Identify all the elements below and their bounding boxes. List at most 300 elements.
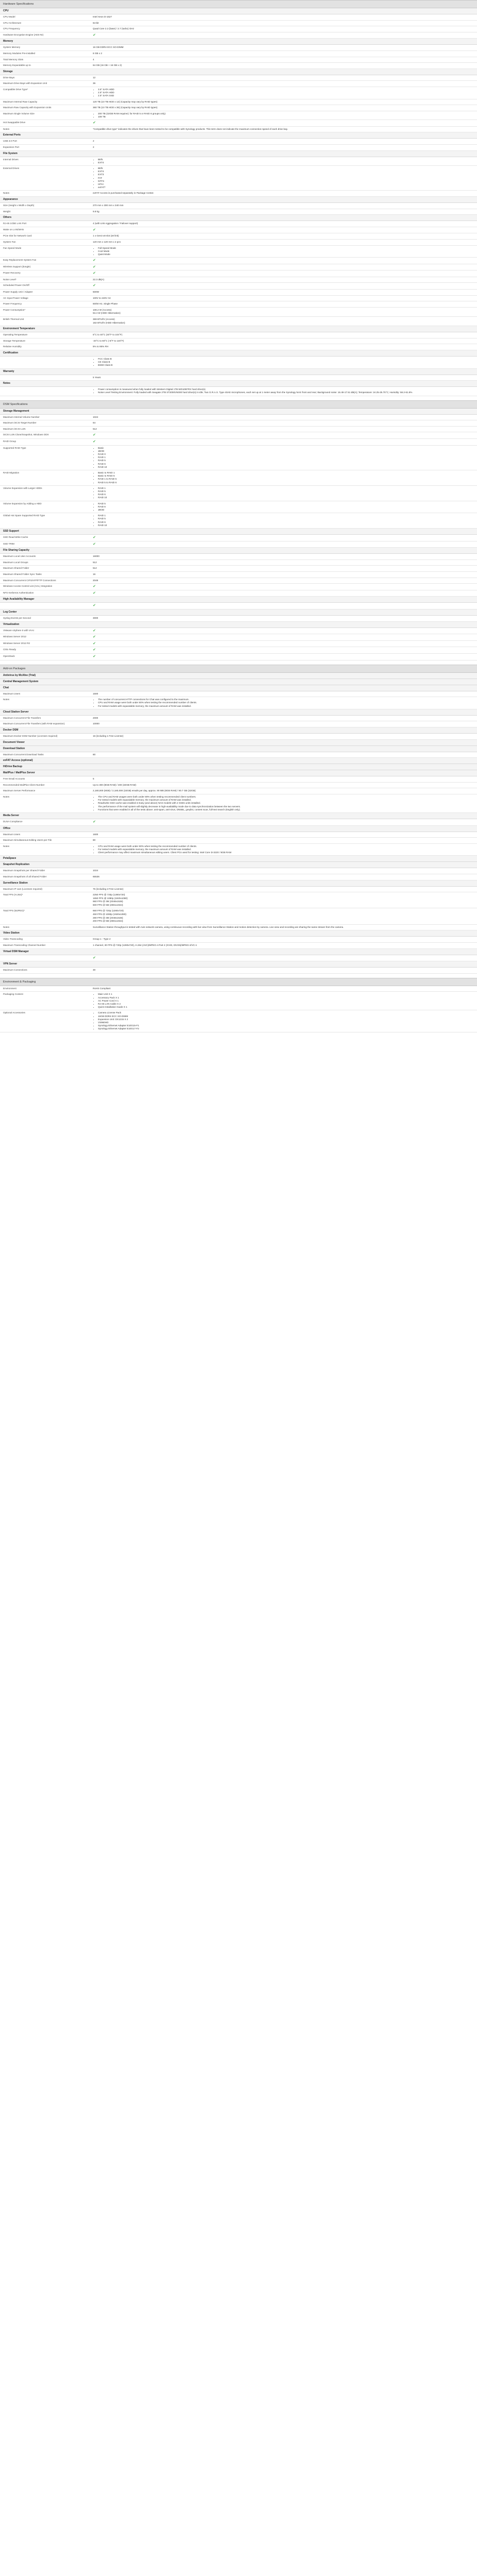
- spec-value: [90, 227, 477, 233]
- spec-row: [0, 20, 477, 26]
- spec-table-file-sharing-capacity: [0, 554, 477, 597]
- spec-value: [90, 992, 477, 1010]
- spec-value: [90, 843, 477, 856]
- section-spacer: [0, 974, 477, 978]
- spec-label: Easy Replacement System Fan: [0, 258, 90, 264]
- checkmark-icon: ✔: [93, 585, 96, 589]
- spec-row: [0, 937, 477, 942]
- spec-row: [0, 144, 477, 150]
- spec-row: [0, 892, 477, 908]
- spec-row: [0, 75, 477, 81]
- list-item: • Basic to RAID 5: [98, 474, 474, 478]
- spec-row: [0, 432, 477, 439]
- spec-row: [0, 616, 477, 621]
- checkmark-icon: ✔: [93, 820, 96, 824]
- spec-value: 16000: [90, 554, 477, 560]
- spec-label: SSD Read-Write Cache: [0, 535, 90, 541]
- group-title-warranty: Warranty: [0, 369, 477, 375]
- value-line: 53.4 W (HDD Hibernation): [93, 312, 121, 315]
- spec-row: [0, 157, 477, 166]
- spec-row: [0, 233, 477, 240]
- spec-row: [0, 283, 477, 290]
- group-title-cpu: CPU: [0, 8, 477, 14]
- list-item: • VS960HD: [98, 1021, 474, 1024]
- spec-value: [90, 634, 477, 641]
- spec-row: [0, 277, 477, 283]
- spec-row: [0, 782, 477, 788]
- list-item: • RAID 10: [98, 466, 474, 469]
- group-title-notes: Notes: [0, 381, 477, 387]
- value-line: 660 FPS @ 720p (1280x720): [93, 909, 124, 912]
- checkmark-icon: ✔: [93, 259, 96, 263]
- spec-value: [90, 955, 477, 961]
- spec-row: [0, 81, 477, 87]
- spec-label: VMware vSphere 6 with VAAI: [0, 628, 90, 634]
- spec-value: 22.3 dB(A): [90, 277, 477, 283]
- spec-row: [0, 165, 477, 190]
- spec-value: 75 (including 2 Free License): [90, 887, 477, 892]
- list-item: • 200 TB (32GB RAM required, for RAID 5 or RAID 6 groups only): [98, 112, 474, 115]
- list-item: • Full-Speed Mode: [98, 247, 474, 250]
- spec-row: [0, 99, 477, 105]
- list-item: • 3.5" SATA HDD: [98, 88, 474, 91]
- list-item: • Quiet Mode: [98, 253, 474, 256]
- spec-table-environment-temperature: [0, 332, 477, 350]
- checkmark-icon: ✔: [93, 121, 96, 125]
- value-line: 2250 FPS @ 720p (1280x720): [93, 893, 125, 896]
- list-item: • JBOD: [98, 450, 474, 453]
- spec-row: [0, 221, 477, 227]
- value-line: 960 FPS @ 3M (2048x1536): [93, 900, 123, 903]
- spec-value: [90, 245, 477, 258]
- value-list: [93, 487, 474, 500]
- spec-label: Hardware Encryption Engine (AES-NI): [0, 32, 90, 39]
- spec-value: Intel Xeon D-1527: [90, 14, 477, 20]
- spec-label: British Thermal Unit: [0, 317, 90, 326]
- list-item: • RAID 5: [98, 517, 474, 520]
- spec-value: [90, 258, 477, 264]
- spec-value: "Compatible drive type" indicates the drives that have been tested to be compatible with Synology products. This term does not indicate the maximum connection speed of each drive bay.: [90, 126, 477, 132]
- spec-value: [90, 590, 477, 597]
- spec-row: [0, 716, 477, 721]
- spec-row: [0, 295, 477, 301]
- spec-label: OpenStack: [0, 653, 90, 660]
- spec-label: System Memory: [0, 45, 90, 50]
- spec-row: [0, 26, 477, 32]
- spec-value: 30: [90, 968, 477, 973]
- group-title-certification: Certification: [0, 350, 477, 357]
- spec-table-log-center: [0, 616, 477, 622]
- section-spacer: [0, 396, 477, 400]
- spec-row: [0, 584, 477, 590]
- spec-value: [90, 485, 477, 501]
- section-header-environment-packaging: Environment & Packaging: [0, 978, 477, 986]
- spec-value: 120 mm x 120 mm x 2 pcs: [90, 239, 477, 245]
- group-title-high-availability-manager: High Availability Manager: [0, 597, 477, 603]
- spec-table-download-station: [0, 752, 477, 758]
- group-title-office: Office: [0, 826, 477, 832]
- spec-row: [0, 603, 477, 609]
- spec-table-snapshot-replication: [0, 868, 477, 880]
- spec-label: Maximum IP cam (Licenses required): [0, 887, 90, 892]
- spec-value: [90, 640, 477, 647]
- spec-value: [90, 283, 477, 290]
- group-title-ssd-support: SSD Support: [0, 529, 477, 535]
- spec-label: Maximum Server Performance: [0, 788, 90, 794]
- spec-value: 2000: [90, 716, 477, 721]
- spec-label: Windows Server 2012 R2: [0, 640, 90, 647]
- spec-label: iSCSI LUN Clone/Snapshot, Windows ODX: [0, 432, 90, 439]
- spec-value: 2048: [90, 578, 477, 584]
- list-item: • RAID 1: [98, 514, 474, 517]
- spec-label: Memory Modules Pre-installed: [0, 50, 90, 57]
- spec-value: 8 GB x 2: [90, 50, 477, 57]
- spec-label: DLNA Compliance: [0, 819, 90, 825]
- spec-value: exFAT Access is purchased separately in Package Center.: [90, 191, 477, 197]
- list-item: • Btrfs: [98, 158, 474, 161]
- spec-table-memory: [0, 45, 477, 69]
- spec-label: Storage Temperature: [0, 338, 90, 344]
- spec-row: [0, 788, 477, 794]
- spec-label: Total FPS (H.264)*: [0, 892, 90, 908]
- spec-label: CPU Architecture: [0, 20, 90, 26]
- spec-value: 5°C to 40°C (40°F to 104°F): [90, 332, 477, 338]
- spec-label: Maximum Internal Raw Capacity: [0, 99, 90, 105]
- spec-row: [0, 887, 477, 892]
- list-item: • EXT3: [98, 173, 474, 176]
- spec-row: [0, 721, 477, 727]
- spec-value: [90, 697, 477, 709]
- spec-page: [0, 0, 477, 1037]
- spec-row: [0, 301, 477, 308]
- group-title-download-station: Download Station: [0, 746, 477, 752]
- spec-value: 2,180,000 (8GB) / 2,180,000 (32GB) emails per day, approx. 90 MB (8GB RAM) / 90.7 GB (32GB): [90, 788, 477, 794]
- spec-row: [0, 270, 477, 277]
- spec-label: Optional Accessories: [0, 1010, 90, 1032]
- spec-row: [0, 640, 477, 647]
- list-item: • CE Class B: [98, 361, 474, 364]
- spec-label: Windows Server 2012: [0, 634, 90, 641]
- list-item: • RAID 5: [98, 490, 474, 493]
- spec-label: Supported RAID Type: [0, 445, 90, 470]
- value-line: 1650 FPS @ 1080p (1920x1080): [93, 896, 128, 900]
- spec-label: Maximum Single Volume Size: [0, 111, 90, 120]
- spec-label: RAID Migration: [0, 470, 90, 486]
- spec-table-virtualization: [0, 628, 477, 660]
- spec-label: AC Input Power Voltage: [0, 295, 90, 301]
- spec-value: 512: [90, 560, 477, 566]
- spec-table-docker-dsm: [0, 734, 477, 740]
- list-item: • RAID 1 to RAID 5: [98, 478, 474, 481]
- value-line: 182 BTU/hr (HDD Hibernation): [93, 321, 125, 324]
- value-list: [93, 358, 474, 367]
- list-item: • RAID 6: [98, 493, 474, 496]
- spec-value: 1 channel, 30 FPS @ 720p (1280x720), H.264 (AVC)/MPEG-4 Part 2 (XVID, DIVX5)/MPEG-2/VC-1: [90, 943, 477, 949]
- group-title-cloud-station-server: Cloud Station Server: [0, 709, 477, 716]
- spec-value: -20°C to 60°C (-5°F to 140°F): [90, 338, 477, 344]
- spec-row: [0, 126, 477, 132]
- list-item: • NTFS: [98, 180, 474, 183]
- list-item: • Expansion Unit: DX1215 X 2: [98, 1018, 474, 1021]
- list-item: • FCC Class B: [98, 358, 474, 361]
- spec-label: Power Supply Unit / Adapter: [0, 290, 90, 296]
- spec-value: [90, 270, 477, 277]
- spec-label: Size (Height x Width x Depth): [0, 203, 90, 209]
- spec-value: [90, 32, 477, 39]
- spec-label: Maximum Local Groups: [0, 560, 90, 566]
- spec-row: [0, 415, 477, 420]
- spec-row: [0, 50, 477, 57]
- list-item: • Functions that were enabled in all of the tests above: anti-spam, anti-virus, DNSBL, greylist, content scan, full-text search (English only).: [98, 808, 474, 811]
- list-item: • 2.5" SATA HDD: [98, 91, 474, 94]
- spec-value: [90, 264, 477, 270]
- spec-label: Scheduled Power On/Off: [0, 283, 90, 290]
- spec-label: PCIe Slot for Network Card: [0, 233, 90, 240]
- spec-row: [0, 560, 477, 566]
- list-item: • Main Unit X 1: [98, 993, 474, 996]
- spec-row: [0, 307, 477, 316]
- checkmark-icon: ✔: [93, 591, 96, 595]
- spec-row: [0, 541, 477, 548]
- spec-label: Maximum Internal Volume Number: [0, 415, 90, 420]
- spec-value: 120 TB (10 TB HDD x 12) (Capacity may vary by RAID types): [90, 99, 477, 105]
- spec-row: [0, 832, 477, 838]
- spec-value: [90, 541, 477, 548]
- group-title-antivirus-by-mcafee-trial: Antivirus by McAfee (Trial): [0, 673, 477, 679]
- spec-table-chat: [0, 691, 477, 709]
- spec-value: 5: [90, 776, 477, 782]
- spec-label: Power Frequency: [0, 301, 90, 308]
- spec-label: Maximum Transcoding Channel Number: [0, 943, 90, 949]
- spec-value: 16: [90, 572, 477, 578]
- spec-label: Maximum Shared Folder: [0, 566, 90, 572]
- list-item: • RAID 5: [98, 502, 474, 505]
- list-item: • exFAT*: [98, 186, 474, 189]
- spec-label: External Drives: [0, 165, 90, 190]
- spec-value: [90, 819, 477, 825]
- list-item: • AC Power Cord X 1: [98, 999, 474, 1003]
- list-item: • EXT4: [98, 170, 474, 173]
- group-title-media-server: Media Server: [0, 813, 477, 819]
- spec-label: Maximum Raw Capacity with Expansion Units: [0, 105, 90, 111]
- spec-label: Notes: [0, 924, 90, 930]
- spec-table-file-system: [0, 157, 477, 197]
- spec-value: 64: [90, 420, 477, 427]
- spec-label: Maximum Docker DSM Number (Licenses required): [0, 734, 90, 739]
- value-line: 369 BTU/hr (Access): [93, 318, 115, 321]
- list-item: • For tested models with expandable memory, the maximum amount of RAM was installed.: [98, 848, 474, 851]
- spec-row: [0, 209, 477, 215]
- spec-row: [0, 245, 477, 258]
- spec-label: Maximum Local User Accounts: [0, 554, 90, 560]
- list-item: • Accessory Pack X 1: [98, 996, 474, 999]
- group-title-virtualization: Virtualization: [0, 622, 477, 628]
- spec-row: [0, 375, 477, 381]
- spec-value: 2: [90, 144, 477, 150]
- spec-row: [0, 628, 477, 634]
- spec-label: Maximum Concurrent File Transfers (with RAM expansion): [0, 721, 90, 727]
- value-line: 450 FPS @ 1080p (1920x1080): [93, 913, 126, 916]
- spec-value: 5% to 95% RH: [90, 344, 477, 350]
- checkmark-icon: ✔: [93, 33, 96, 37]
- list-item: • 2.5" SATA SSD: [98, 94, 474, 97]
- spec-row: [0, 203, 477, 209]
- spec-label: Relative Humidity: [0, 344, 90, 350]
- spec-row: [0, 578, 477, 584]
- spec-row: [0, 139, 477, 144]
- group-title-central-management-system: Central Management System: [0, 679, 477, 685]
- list-item: • For tested models with expandable memory, the maximum amount of RAM was installed.: [98, 705, 474, 708]
- spec-label: Operating Temperature: [0, 332, 90, 338]
- spec-label: Recommended MailPlus Client Number: [0, 782, 90, 788]
- spec-row: [0, 776, 477, 782]
- spec-value: [90, 307, 477, 316]
- spec-value: [90, 357, 477, 368]
- spec-value: 36: [90, 81, 477, 87]
- spec-value: 512: [90, 426, 477, 432]
- group-title-log-center: Log Center: [0, 609, 477, 616]
- spec-row: [0, 338, 477, 344]
- spec-value: 3000: [90, 616, 477, 621]
- spec-table-appearance: [0, 203, 477, 215]
- spec-value: 80: [90, 838, 477, 844]
- spec-row: [0, 874, 477, 880]
- spec-row: [0, 697, 477, 709]
- list-item: • Basic: [98, 447, 474, 450]
- spec-table-cpu: [0, 14, 477, 39]
- group-title-video-station: Video Station: [0, 930, 477, 937]
- spec-value: [90, 445, 477, 470]
- checkmark-icon: ✔: [93, 284, 96, 288]
- spec-value: [90, 165, 477, 190]
- spec-row: [0, 470, 477, 486]
- spec-value: [90, 317, 477, 326]
- spec-row: [0, 955, 477, 961]
- list-item: • CPU and RAM usage were both under 80% when testing the recommended number of clients.: [98, 701, 474, 704]
- value-list: [93, 158, 474, 164]
- spec-label: Maximum iSCSI Target Number: [0, 420, 90, 427]
- spec-label: Notes: [0, 191, 90, 197]
- list-item: • RAID 1: [98, 487, 474, 490]
- spec-label: Wake on LAN/WAN: [0, 227, 90, 233]
- group-title-external-ports: External Ports: [0, 132, 477, 139]
- spec-row: [0, 572, 477, 578]
- list-item: • RAID 0: [98, 453, 474, 456]
- spec-table-ssd-support: [0, 535, 477, 548]
- list-item: • Client performance may affect maximum simultaneous editing users. Client PCs used for testing: Intel Core i3-3220 / 8GB RAM: [98, 851, 474, 854]
- spec-row: [0, 57, 477, 63]
- list-item: • Synology Ethernet Adapter E10G15-F1: [98, 1024, 474, 1027]
- checkmark-icon: ✔: [93, 272, 96, 276]
- value-list: [93, 698, 474, 708]
- checkmark-icon: ✔: [93, 536, 96, 540]
- list-item: • EXT4: [98, 161, 474, 164]
- checkmark-icon: ✔: [93, 542, 96, 546]
- spec-row: [0, 14, 477, 20]
- spec-row: [0, 120, 477, 127]
- section-spacer: [0, 660, 477, 665]
- spec-label: [0, 603, 90, 609]
- value-line: 280 FPS @ 3M (2048x1536): [93, 916, 123, 919]
- spec-row: [0, 734, 477, 739]
- group-title-mailplus-mailplus-server: MailPlus / MailPlus Server: [0, 770, 477, 776]
- checkmark-icon: ✔: [93, 604, 96, 608]
- spec-label: Citrix Ready: [0, 647, 90, 654]
- spec-label: Power Recovery: [0, 270, 90, 277]
- value-line: 108.2 W (Access): [93, 308, 112, 311]
- spec-value: 1600: [90, 832, 477, 838]
- group-title-vpn-server: VPN Server: [0, 961, 477, 968]
- spec-label: Total FPS (MJPEG)*: [0, 908, 90, 924]
- spec-label: Notes: [0, 697, 90, 709]
- spec-label: Maximum Shared Folder Sync Tasks: [0, 572, 90, 578]
- group-title-file-system: File System: [0, 151, 477, 157]
- list-item: • Cool Mode: [98, 250, 474, 253]
- list-item: • 108 TB: [98, 115, 474, 118]
- spec-value: 65536: [90, 874, 477, 880]
- spec-table-office: [0, 832, 477, 856]
- spec-label: RJ-45 1GbE LAN Port: [0, 221, 90, 227]
- spec-table-mailplus-mailplus-server: [0, 776, 477, 813]
- checkmark-icon: ✔: [93, 956, 96, 960]
- spec-value: Up to 300 (8GB RAM) / 400 (32GB RAM): [90, 782, 477, 788]
- spec-label: Notes: [0, 126, 90, 132]
- spec-label: Hot Swappable Drive: [0, 120, 90, 127]
- spec-row: [0, 968, 477, 973]
- group-title-petaspace: PetaSpace: [0, 856, 477, 862]
- spec-value: 500W: [90, 290, 477, 296]
- value-list: [93, 88, 474, 98]
- spec-label: Internal Drives: [0, 157, 90, 166]
- group-title-memory: Memory: [0, 39, 477, 45]
- spec-row: [0, 191, 477, 197]
- value-list: [93, 471, 474, 484]
- spec-label: Free Email Accounts: [0, 776, 90, 782]
- value-list: [93, 795, 474, 811]
- spec-row: [0, 387, 477, 396]
- spec-value: 5 Years: [90, 375, 477, 381]
- spec-table-media-server: [0, 819, 477, 826]
- spec-value: [90, 628, 477, 634]
- spec-value: [90, 432, 477, 439]
- spec-value: 270 mm x 300 mm x 340 mm: [90, 203, 477, 209]
- section-header-add-on-packages: Add-on Packages: [0, 665, 477, 673]
- spec-row: [0, 992, 477, 1010]
- spec-label: Maximum Concurrent Download Tasks: [0, 752, 90, 758]
- list-item: • RAID 6: [98, 505, 474, 509]
- spec-label: [0, 375, 90, 381]
- spec-row: [0, 634, 477, 641]
- spec-value: [90, 892, 477, 908]
- spec-value: 4: [90, 57, 477, 63]
- list-item: • RAID 5: [98, 459, 474, 462]
- spec-value: 64 GB (16 GB + 16 GB x 2): [90, 63, 477, 69]
- spec-value: [90, 653, 477, 660]
- spec-value: [90, 535, 477, 541]
- spec-value: 512: [90, 566, 477, 572]
- spec-row: [0, 317, 477, 326]
- spec-value: RoHS Compliant: [90, 986, 477, 992]
- spec-label: Global Hot Spare Supported RAID Type: [0, 513, 90, 529]
- list-item: • RAID 5 to RAID 6: [98, 481, 474, 484]
- value-list: [93, 167, 474, 189]
- spec-value: 10000: [90, 721, 477, 727]
- spec-value: 9.8 kg: [90, 209, 477, 215]
- spec-label: Syslog Events per Second: [0, 616, 90, 621]
- spec-value: 1024: [90, 415, 477, 420]
- spec-row: [0, 868, 477, 874]
- spec-value: 4 (with Link Aggregation / Failover support): [90, 221, 477, 227]
